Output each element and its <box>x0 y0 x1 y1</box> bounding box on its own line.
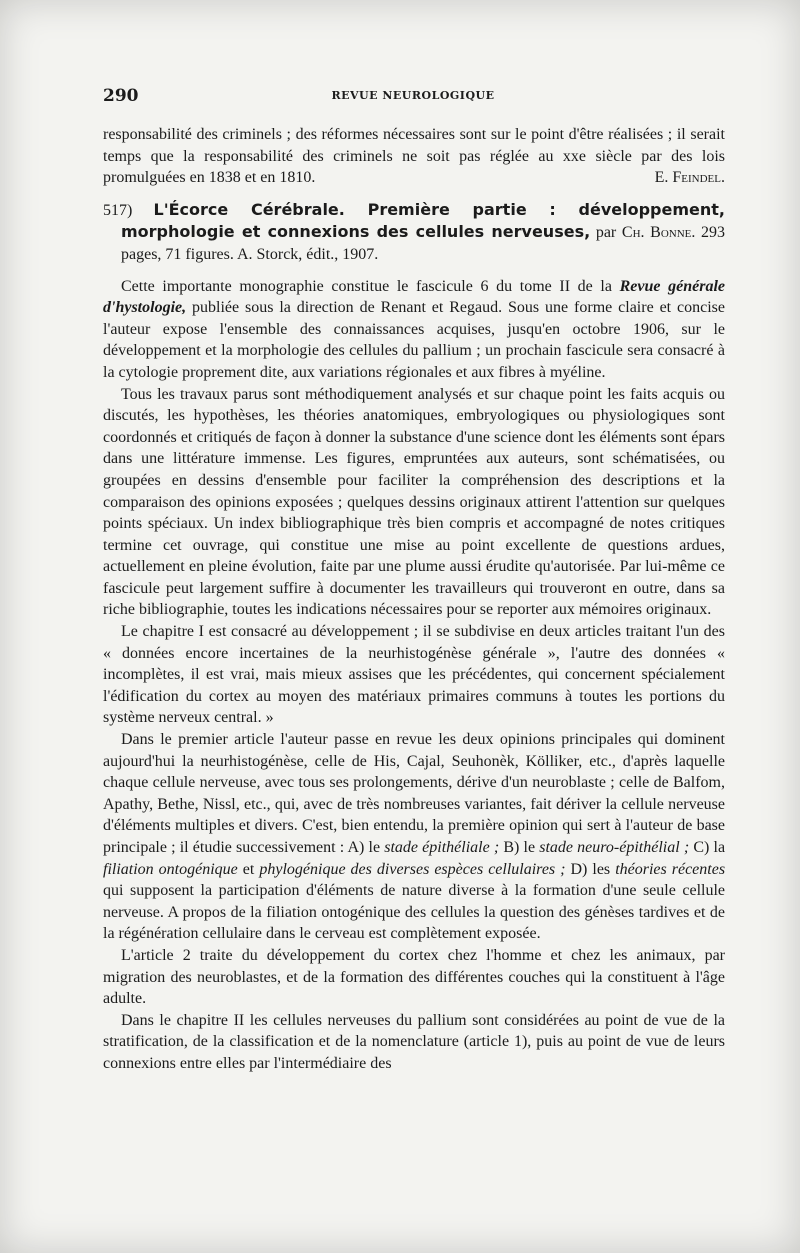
p4-italic-4: phylogénique des diverses espèces cellulaires ; <box>259 860 566 878</box>
p1-text-b: publiée sous la direction de Renant et Regaud. Sous une forme claire et concise l'auteur expose l'ensemble des connaissances acquises, jusqu'en octobre 1906, sur le développement et la morphologie des cellules du pallium ; un prochain fascicule sera consacré à la cytologie proprement dite, aux variations régionales et aux fibres à myéline. <box>103 299 726 381</box>
p1-journal-ref: Revue générale d'hystologie, <box>103 277 725 317</box>
p4-text-c: C) la <box>693 839 726 856</box>
paragraph-6: Dans le chapitre II les cellules nerveuses du pallium sont considérées au point de vue de la stratification, de la classification et de la nomenclature (article 1), puis au point de vue de leurs connexions entre elles par l'intermédiaire des <box>103 1011 725 1072</box>
intro-signature: E. Feindel. <box>654 169 725 187</box>
p4-text-b: B) le <box>503 839 536 856</box>
review-author: Ch. Bonne. <box>621 224 696 242</box>
review-by: par <box>595 224 617 242</box>
p4-text-d: et <box>242 860 255 878</box>
p4-text-f: qui supposent la participation d'éléments de nature diverse à la formation d'une seule cellule nerveuse. A propos de la filiation ontogénique des cellules la question des génèses tardives et de la régénération cellulaire dans le cerveau est complètement exposée. <box>103 882 725 943</box>
p4-italic-2: stade neuro-épithélial ; <box>539 839 690 856</box>
p4-italic-5: théories récentes <box>615 860 726 878</box>
review-details: 293 pages, 71 figures. A. Storck, édit., 1907. <box>121 224 726 263</box>
paragraph-3: Le chapitre I est consacré au développement ; il se subdivise en deux articles traitant l'un des « données encore incertaines de la neurhistogénèse générale », l'autre des données « incomplètes, il est vrai, mais mieux assises que les précédentes, qui concernent spécialement l'édification du cortex au moyen des matériaux primaires communs à toutes les portions du système nerveux central. » <box>103 623 725 727</box>
p1-text-a: Cette importante monographie constitue le fascicule 6 du tome II de la <box>121 277 612 295</box>
p4-italic-3: filiation ontogénique <box>103 860 238 878</box>
running-head: REVUE NEUROLOGIQUE <box>331 89 495 102</box>
review-heading <box>103 199 725 266</box>
p4-text-a: Dans le premier article l'auteur passe en revue les deux opinions principales qui dominent aujourd'hui la neurhistogénèse, celle de His, Cajal, Seuhonèk, Kölliker, etc., d'après laquelle chaque cellule nerveuse, avec tous ses prolongements, dérive d'un neuroblaste ; celle de Balfom, Apathy, Bethe, Nissl, etc., qui, avec de très nombreuses variantes, fait dériver la cellule nerveuse d'éléments multiples et divers. C'est, bien entendu, la première opinion qui sert à l'auteur de base principale ; il étudie successivement : A) le <box>103 731 725 856</box>
paragraph-5: L'article 2 traite du développement du cortex chez l'homme et chez les animaux, par migration des neuroblastes, et de la formation des différentes couches qui la constituent à l'âge adulte. <box>103 946 725 1008</box>
review-number: 517) <box>103 201 133 219</box>
body-text <box>103 124 725 1075</box>
page-number: 290 <box>103 86 139 106</box>
review-title: L'Écorce Cérébrale. Première partie : développement, morphologie et connexions des cellules nerveuses, <box>121 199 726 242</box>
p4-text-e: D) les <box>570 860 611 878</box>
paragraph-1 <box>103 276 725 384</box>
intro-paragraph <box>103 124 725 189</box>
intro-text: responsabilité des criminels ; des réformes nécessaires sont sur le point d'être réalisées ; il serait temps que la responsabilité des criminels ne soit pas réglée au xxe siècle par des lois promulguées en 1838 et en 1810. <box>103 126 725 187</box>
page-header <box>103 86 723 108</box>
paragraph-2: Tous les travaux parus sont méthodiquement analysés et sur chaque point les faits acquis ou discutés, les hypothèses, les théories anatomiques, embryologiques ou physiologiques sont coordonnés et critiqués de façon à donner la substance d'une science dont les éléments sont épars dans une littérature immense. Les figures, empruntées aux auteurs, sont schématisées, ou groupées en dessins d'ensemble pour faciliter la compréhension des descriptions et la comparaison des opinions exposées ; quelques dessins originaux attirent l'attention sur quelques points spéciaux. Un index bibliographique très bien compris et accompagné de notes critiques termine cet ouvrage, qui constitue une mise au point excellente de questions ardues, actuellement en pleine évolution, faite par une plume aussi érudite qu'autorisée. Par lui-même ce fascicule peut largement suffire à documenter les travailleurs qui trouveront en outre, dans sa riche bibliographie, toutes les indications nécessaires pour se reporter aux mémoires originaux. <box>103 385 725 619</box>
p4-italic-1: stade épithéliale ; <box>384 839 500 856</box>
paragraph-4 <box>103 729 725 945</box>
